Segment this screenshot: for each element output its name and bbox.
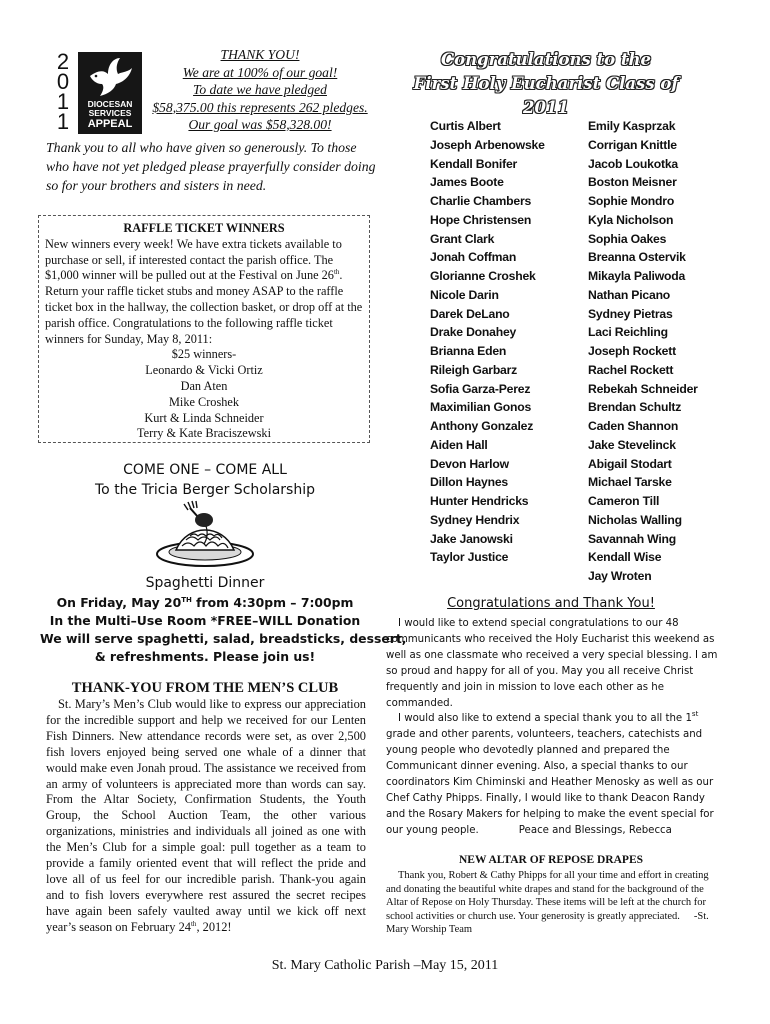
- logo-line: DIOCESAN: [87, 99, 133, 109]
- logo-text: [80, 100, 140, 130]
- altar-text: Thank you, Robert & Cathy Phipps for all your time and effort in creating and donating the beautiful white drapes and stand for the background of the Altar of Repose on Holy Thursday. These items will be left at the church for school activities or church use. Your generosity is greatly appreciated.: [386, 870, 709, 922]
- communicant-name: Michael Tarske: [588, 475, 672, 490]
- year-digit: 1: [56, 89, 70, 114]
- dinner-menu: We will serve spaghetti, salad, breadsticks, dessert,: [40, 631, 407, 646]
- communicant-name: James Boote: [430, 175, 504, 190]
- communicant-name: Anthony Gonzalez: [430, 419, 534, 433]
- altar-paragraph: [386, 869, 718, 937]
- communicant-name: Joseph Rockett: [588, 344, 676, 358]
- raffle-winner: Kurt & Linda Schneider: [144, 410, 264, 425]
- page-footer: St. Mary Catholic Parish –May 15, 2011: [271, 958, 499, 973]
- raffle-body: [45, 237, 363, 348]
- communicant-name: Laci Reichling: [588, 325, 668, 340]
- pledge-line: $58,375.00 this represents 262 pledges.: [152, 99, 368, 115]
- communicant-name: Corrigan Knittle: [588, 137, 677, 152]
- superscript: th: [333, 268, 340, 277]
- dinner-headline: [40, 460, 370, 500]
- communicant-name: Breanna Ostervik: [588, 250, 686, 265]
- pledge-announcement: [150, 46, 370, 134]
- mens-club-paragraph: [46, 697, 366, 936]
- communicant-name: Hunter Hendricks: [430, 494, 529, 508]
- raffle-winner: Mike Croshek: [168, 394, 240, 409]
- dinner-date-text: On Friday, May 20: [56, 595, 182, 610]
- diocesan-services-appeal-logo: [78, 52, 142, 134]
- dsa-year-vertical: [52, 49, 74, 134]
- communicant-name: Curtis Albert: [430, 119, 501, 133]
- communicant-name: Dillon Haynes: [430, 475, 508, 490]
- raffle-winner: Terry & Kate Braciszewski: [136, 426, 271, 441]
- dinner-location: In the Multi–Use Room *FREE–WILL Donation: [49, 613, 361, 628]
- communicant-names-right: [588, 117, 748, 586]
- communicant-name: Maximilian Gonos: [430, 400, 532, 415]
- altar-drapes-body: [386, 869, 718, 937]
- raffle-body-text: . Return your raffle ticket stubs and money ASAP to the raffle ticket box in the hallway, the collection basket, or drop off at the parish office. Congratulations to the following raffle ticket winners for Sunday, May 8, 2011:: [45, 268, 363, 346]
- raffle-title: RAFFLE TICKET WINNERS: [123, 221, 285, 235]
- communion-class-title: [396, 48, 696, 120]
- headline-text: COME ONE – COME ALL: [123, 462, 287, 478]
- communicant-name: Sofia Garza-Perez: [430, 381, 531, 396]
- logo-line: SERVICES: [88, 108, 132, 118]
- communicant-name: Drake Donahey: [430, 325, 517, 340]
- communicant-name: Caden Shannon: [588, 419, 679, 433]
- mens-club-text: , 2012!: [196, 919, 232, 934]
- pledge-line: THANK YOU!: [220, 47, 300, 62]
- pledge-paragraph: Thank you to all who have given so generously. To those who have not yet pledged please prayerfully consider doing so for your brothers and sisters in need.: [46, 140, 376, 193]
- communicant-name: Grant Clark: [430, 231, 495, 246]
- communicant-name: Cameron Till: [588, 494, 660, 508]
- thanks-signoff: Peace and Blessings, Rebecca: [518, 824, 672, 836]
- dinner-date: [40, 594, 370, 612]
- communicant-name: Glorianne Croshek: [430, 269, 536, 283]
- communicant-name: Devon Harlow: [430, 456, 509, 471]
- communicant-name: Boston Meisner: [588, 175, 677, 190]
- logo-line: APPEAL: [87, 118, 133, 130]
- communicant-name: Abigail Stodart: [588, 456, 672, 471]
- communicant-name: Jacob Loukotka: [588, 156, 678, 171]
- thanks-title: Congratulations and Thank You!: [447, 596, 655, 611]
- raffle-winner: Leonardo & Vicki Ortiz: [145, 363, 263, 378]
- communicant-name: Joseph Arbenowske: [430, 137, 545, 152]
- communicant-name: Mikayla Paliwoda: [588, 269, 686, 283]
- communicant-name: Darek DeLano: [430, 306, 510, 321]
- communicant-name: Brendan Schultz: [588, 400, 682, 415]
- communicant-names-left: [430, 117, 580, 567]
- communicant-name: Hope Christensen: [430, 212, 532, 227]
- year-digit: 1: [56, 109, 70, 134]
- communicant-name: Sophie Mondro: [588, 194, 675, 208]
- communicant-name: Nathan Picano: [588, 287, 671, 302]
- thanks-text: grade and other parents, volunteers, teachers, catechists and young people who devotedly planned and prepared the Communicant dinner evening. Also, a special thanks to our coordinators Kim Chiminski and Heather Menosky as well as our Chef Cathy Phipps. Finally, I would like to thank Deacon Randy and the Rosary Makers for helping to make the event special for our young people.: [386, 729, 714, 836]
- thanks-paragraph: [386, 711, 722, 838]
- raffle-winner: Dan Aten: [180, 378, 228, 393]
- communicant-name: Kendall Bonifer: [430, 156, 518, 171]
- pledge-line: We are at 100% of our goal!: [182, 64, 338, 80]
- communicant-name: Kyla Nicholson: [588, 212, 674, 227]
- dinner-time-text: from 4:30pm – 7:00pm: [191, 595, 354, 610]
- thanks-body: [386, 616, 722, 839]
- pledge-line: Our goal was $58,328.00!: [188, 117, 332, 132]
- communicant-name: Jay Wroten: [588, 569, 652, 583]
- dinner-details: [40, 594, 407, 666]
- spaghetti-plate-icon: [150, 496, 260, 572]
- title-line: First Holy Eucharist Class of 2011: [413, 74, 679, 117]
- communicant-name: Nicole Darin: [430, 287, 499, 302]
- raffle-body-text: New winners every week! We have extra tickets available to purchase or sell, if interested contact the parish office. The $1,000 winner will be pulled out at the Festival on June 26: [45, 236, 342, 283]
- year-digit: 0: [56, 69, 70, 94]
- raffle-prize: $25 winners-: [171, 347, 237, 362]
- communicant-name: Jake Stevelinck: [588, 437, 676, 452]
- communicant-name: Brianna Eden: [430, 344, 507, 358]
- communicant-name: Rebekah Schneider: [588, 381, 698, 396]
- dinner-closing: & refreshments. Please join us!: [94, 649, 316, 664]
- communicant-name: Rachel Rockett: [588, 362, 674, 377]
- altar-signoff: -St. Mary Worship Team: [386, 910, 709, 935]
- mens-club-body: [46, 697, 366, 936]
- superscript: TH: [181, 596, 192, 604]
- altar-drapes-title: NEW ALTAR OF REPOSE DRAPES: [458, 854, 644, 866]
- year-digit: 2: [56, 49, 70, 74]
- communicant-name: Aiden Hall: [430, 437, 488, 452]
- communicant-name: Emily Kasprzak: [588, 119, 676, 133]
- mens-club-text: St. Mary’s Men’s Club would like to express our appreciation for the incredible support and help we received for our Lenten Fish Dinners. New attendance records were set, as over 2,500 fish lovers enjoyed being served one whale of a dinner that would make even Jonah proud. The assistance we received from an army of volunteers is appreciated more than words can say. From the Altar Society, Confirmation Students, the Youth Group, the School Auction Team, the other various organizations, ministries and individuals all joined as one with the Men’s Club for a simple goal: pull together as a team to provide a family oriented event that will reflect the pride and love all of us feel for our incredible parish. Thank-you again and to fish lovers everywhere rest assured the secret recipes have again been safely vaulted away until we kick off next year’s season on February 24: [46, 697, 366, 934]
- communicant-name: Nicholas Walling: [588, 512, 682, 527]
- communicant-name: Charlie Chambers: [430, 194, 532, 208]
- title-line: Congratulations to the: [440, 50, 652, 69]
- thanks-text: I would also like to extend a special thank you to all the 1: [398, 713, 692, 725]
- communicant-name: Sydney Pietras: [588, 306, 673, 321]
- dove-icon: [86, 56, 134, 100]
- communicant-name: Kendall Wise: [588, 550, 662, 565]
- dinner-title: Spaghetti Dinner: [145, 575, 265, 591]
- mens-club-title: THANK-YOU FROM THE MEN’S CLUB: [71, 680, 339, 696]
- superscript: st: [691, 710, 699, 719]
- subheadline-text: To the Tricia Berger Scholarship: [95, 482, 315, 498]
- superscript: th: [190, 919, 197, 928]
- communicant-name: Sophia Oakes: [588, 231, 667, 246]
- communicant-name: Taylor Justice: [430, 550, 509, 565]
- communicant-name: Jonah Coffman: [430, 250, 517, 265]
- communicant-name: Jake Janowski: [430, 531, 513, 546]
- thanks-paragraph: I would like to extend special congratulations to our 48 communicants who received the Holy Eucharist this weekend as well as one classmate who received a very special blessing. I am so proud and happy for all of you. May you all receive Christ frequently and join in mission to love each other as he commanded.: [386, 618, 718, 709]
- raffle-winners-box: [38, 215, 370, 443]
- pledge-line: To date we have pledged: [193, 82, 327, 97]
- communicant-name: Rileigh Garbarz: [430, 362, 518, 377]
- communicant-name: Savannah Wing: [588, 531, 677, 546]
- communicant-name: Sydney Hendrix: [430, 512, 520, 527]
